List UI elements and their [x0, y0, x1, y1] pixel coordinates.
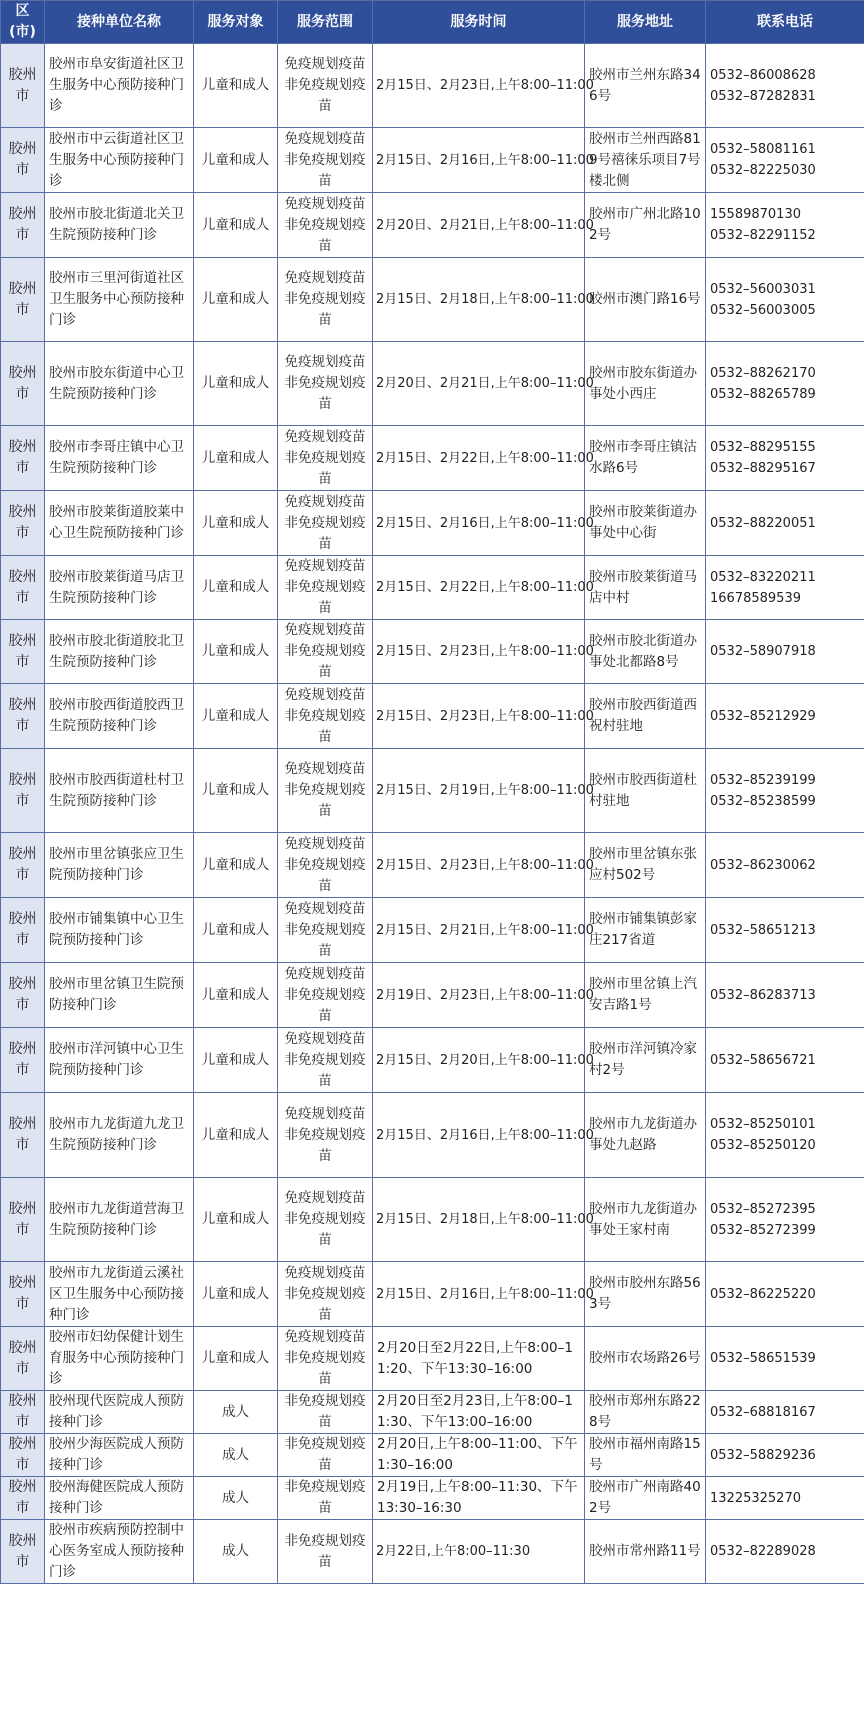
table-row — [1, 193, 864, 258]
scope-cell: 免疫规划疫苗 非免疫规划疫苗 — [278, 556, 373, 620]
scope-cell: 非免疫规划疫苗 — [278, 1391, 373, 1434]
time-cell: 2月20日,上午8:00–11:00、下午1:30–16:00 — [373, 1434, 585, 1477]
unit-name-cell: 胶州市里岔镇张应卫生院预防接种门诊 — [45, 833, 194, 898]
time-cell: 2月15日、2月23日,上午8:00–11:00 — [373, 44, 585, 128]
address-cell: 胶州市九龙街道办事处王家村南 — [585, 1178, 706, 1262]
scope-cell: 免疫规划疫苗 非免疫规划疫苗 — [278, 749, 373, 833]
target-cell: 儿童和成人 — [194, 491, 278, 556]
phone-cell: 0532–85212929 — [706, 684, 864, 749]
table-row — [1, 1028, 864, 1093]
table-row — [1, 898, 864, 963]
time-cell: 2月15日、2月22日,上午8:00–11:00 — [373, 426, 585, 491]
phone-cell: 0532–88295155 0532–88295167 — [706, 426, 864, 491]
scope-cell: 免疫规划疫苗 非免疫规划疫苗 — [278, 128, 373, 193]
unit-name-cell: 胶州市胶西街道杜村卫生院预防接种门诊 — [45, 749, 194, 833]
district-cell: 胶州市 — [1, 1262, 45, 1327]
target-cell: 儿童和成人 — [194, 1093, 278, 1178]
time-cell: 2月20日至2月22日,上午8:00–11:20、下午13:30–16:00 — [373, 1327, 585, 1391]
header-phone: 联系电话 — [706, 1, 864, 44]
target-cell: 儿童和成人 — [194, 556, 278, 620]
address-cell: 胶州市里岔镇上汽安吉路1号 — [585, 963, 706, 1028]
time-cell: 2月15日、2月21日,上午8:00–11:00 — [373, 898, 585, 963]
table-row — [1, 749, 864, 833]
phone-cell: 0532–86230062 — [706, 833, 864, 898]
table-row — [1, 1178, 864, 1262]
unit-name-cell: 胶州市三里河街道社区卫生服务中心预防接种门诊 — [45, 258, 194, 342]
phone-cell: 13225325270 — [706, 1477, 864, 1520]
unit-name-cell: 胶州市铺集镇中心卫生院预防接种门诊 — [45, 898, 194, 963]
scope-cell: 非免疫规划疫苗 — [278, 1520, 373, 1584]
district-cell: 胶州市 — [1, 258, 45, 342]
phone-cell: 0532–58907918 — [706, 620, 864, 684]
unit-name-cell: 胶州市胶莱街道胶莱中心卫生院预防接种门诊 — [45, 491, 194, 556]
district-cell: 胶州市 — [1, 1093, 45, 1178]
table-row — [1, 1520, 864, 1584]
table-row — [1, 620, 864, 684]
address-cell: 胶州市常州路11号 — [585, 1520, 706, 1584]
scope-cell: 免疫规划疫苗 非免疫规划疫苗 — [278, 44, 373, 128]
scope-cell: 免疫规划疫苗 非免疫规划疫苗 — [278, 258, 373, 342]
header-scope: 服务范围 — [278, 1, 373, 44]
table-row — [1, 963, 864, 1028]
address-cell: 胶州市农场路26号 — [585, 1327, 706, 1391]
address-cell: 胶州市洋河镇冷家村2号 — [585, 1028, 706, 1093]
address-cell: 胶州市澳门路16号 — [585, 258, 706, 342]
target-cell: 儿童和成人 — [194, 749, 278, 833]
district-cell: 胶州市 — [1, 1327, 45, 1391]
phone-cell: 0532–85239199 0532–85238599 — [706, 749, 864, 833]
table-row — [1, 1327, 864, 1391]
unit-name-cell: 胶州市洋河镇中心卫生院预防接种门诊 — [45, 1028, 194, 1093]
scope-cell: 免疫规划疫苗 非免疫规划疫苗 — [278, 193, 373, 258]
district-cell: 胶州市 — [1, 1520, 45, 1584]
phone-cell: 0532–88220051 — [706, 491, 864, 556]
header-district: 区(市) — [1, 1, 45, 44]
target-cell: 成人 — [194, 1434, 278, 1477]
table-row — [1, 684, 864, 749]
table-row — [1, 833, 864, 898]
header-time: 服务时间 — [373, 1, 585, 44]
district-cell: 胶州市 — [1, 898, 45, 963]
district-cell: 胶州市 — [1, 1028, 45, 1093]
address-cell: 胶州市铺集镇彭家庄217省道 — [585, 898, 706, 963]
time-cell: 2月15日、2月23日,上午8:00–11:00 — [373, 833, 585, 898]
table-row — [1, 1434, 864, 1477]
table-row — [1, 426, 864, 491]
scope-cell: 免疫规划疫苗 非免疫规划疫苗 — [278, 833, 373, 898]
scope-cell: 免疫规划疫苗 非免疫规划疫苗 — [278, 963, 373, 1028]
scope-cell: 免疫规划疫苗 非免疫规划疫苗 — [278, 898, 373, 963]
target-cell: 儿童和成人 — [194, 963, 278, 1028]
phone-cell: 0532–58081161 0532–82225030 — [706, 128, 864, 193]
time-cell: 2月15日、2月18日,上午8:00–11:00 — [373, 1178, 585, 1262]
unit-name-cell: 胶州海健医院成人预防接种门诊 — [45, 1477, 194, 1520]
time-cell: 2月15日、2月20日,上午8:00–11:00 — [373, 1028, 585, 1093]
phone-cell: 0532–88262170 0532–88265789 — [706, 342, 864, 426]
district-cell: 胶州市 — [1, 1391, 45, 1434]
district-cell: 胶州市 — [1, 342, 45, 426]
address-cell: 胶州市胶州东路563号 — [585, 1262, 706, 1327]
target-cell: 成人 — [194, 1391, 278, 1434]
target-cell: 成人 — [194, 1477, 278, 1520]
phone-cell: 0532–82289028 — [706, 1520, 864, 1584]
address-cell: 胶州市里岔镇东张应村502号 — [585, 833, 706, 898]
target-cell: 儿童和成人 — [194, 426, 278, 491]
target-cell: 儿童和成人 — [194, 258, 278, 342]
scope-cell: 免疫规划疫苗 非免疫规划疫苗 — [278, 1093, 373, 1178]
address-cell: 胶州市九龙街道办事处九赵路 — [585, 1093, 706, 1178]
phone-cell: 0532–85272395 0532–85272399 — [706, 1178, 864, 1262]
target-cell: 儿童和成人 — [194, 193, 278, 258]
unit-name-cell: 胶州市胶莱街道马店卫生院预防接种门诊 — [45, 556, 194, 620]
scope-cell: 免疫规划疫苗 非免疫规划疫苗 — [278, 684, 373, 749]
phone-cell: 0532–68818167 — [706, 1391, 864, 1434]
table-row — [1, 128, 864, 193]
target-cell: 儿童和成人 — [194, 833, 278, 898]
scope-cell: 免疫规划疫苗 非免疫规划疫苗 — [278, 1028, 373, 1093]
address-cell: 胶州市郑州东路228号 — [585, 1391, 706, 1434]
address-cell: 胶州市胶西街道杜村驻地 — [585, 749, 706, 833]
unit-name-cell: 胶州市阜安街道社区卫生服务中心预防接种门诊 — [45, 44, 194, 128]
address-cell: 胶州市胶北街道办事处北都路8号 — [585, 620, 706, 684]
table-row — [1, 491, 864, 556]
district-cell: 胶州市 — [1, 556, 45, 620]
target-cell: 儿童和成人 — [194, 898, 278, 963]
address-cell: 胶州市胶莱街道马店中村 — [585, 556, 706, 620]
district-cell: 胶州市 — [1, 491, 45, 556]
header-address: 服务地址 — [585, 1, 706, 44]
table-body — [1, 44, 864, 1584]
time-cell: 2月15日、2月16日,上午8:00–11:00 — [373, 491, 585, 556]
target-cell: 儿童和成人 — [194, 128, 278, 193]
header-target: 服务对象 — [194, 1, 278, 44]
phone-cell: 0532–58829236 — [706, 1434, 864, 1477]
target-cell: 成人 — [194, 1520, 278, 1584]
table-row — [1, 258, 864, 342]
target-cell: 儿童和成人 — [194, 620, 278, 684]
table-header-row — [1, 1, 864, 44]
table-row — [1, 1477, 864, 1520]
phone-cell: 0532–85250101 0532–85250120 — [706, 1093, 864, 1178]
time-cell: 2月20日、2月21日,上午8:00–11:00 — [373, 193, 585, 258]
time-cell: 2月22日,上午8:00–11:30 — [373, 1520, 585, 1584]
scope-cell: 免疫规划疫苗 非免疫规划疫苗 — [278, 620, 373, 684]
phone-cell: 15589870130 0532–82291152 — [706, 193, 864, 258]
table-row — [1, 1262, 864, 1327]
table-row — [1, 44, 864, 128]
phone-cell: 0532–58651213 — [706, 898, 864, 963]
time-cell: 2月15日、2月19日,上午8:00–11:00 — [373, 749, 585, 833]
phone-cell: 0532–56003031 0532–56003005 — [706, 258, 864, 342]
district-cell: 胶州市 — [1, 833, 45, 898]
scope-cell: 免疫规划疫苗 非免疫规划疫苗 — [278, 1327, 373, 1391]
address-cell: 胶州市福州南路15号 — [585, 1434, 706, 1477]
district-cell: 胶州市 — [1, 620, 45, 684]
time-cell: 2月15日、2月16日,上午8:00–11:00 — [373, 1262, 585, 1327]
unit-name-cell: 胶州市胶东街道中心卫生院预防接种门诊 — [45, 342, 194, 426]
district-cell: 胶州市 — [1, 684, 45, 749]
time-cell: 2月15日、2月23日,上午8:00–11:00 — [373, 620, 585, 684]
district-cell: 胶州市 — [1, 128, 45, 193]
target-cell: 儿童和成人 — [194, 684, 278, 749]
address-cell: 胶州市兰州西路819号禧徕乐项目7号楼北侧 — [585, 128, 706, 193]
scope-cell: 免疫规划疫苗 非免疫规划疫苗 — [278, 426, 373, 491]
district-cell: 胶州市 — [1, 44, 45, 128]
time-cell: 2月19日、2月23日,上午8:00–11:00 — [373, 963, 585, 1028]
district-cell: 胶州市 — [1, 749, 45, 833]
district-cell: 胶州市 — [1, 1434, 45, 1477]
time-cell: 2月15日、2月16日,上午8:00–11:00 — [373, 128, 585, 193]
phone-cell: 0532–58656721 — [706, 1028, 864, 1093]
phone-cell: 0532–86225220 — [706, 1262, 864, 1327]
time-cell: 2月19日,上午8:00–11:30、下午13:30–16:30 — [373, 1477, 585, 1520]
target-cell: 儿童和成人 — [194, 1028, 278, 1093]
target-cell: 儿童和成人 — [194, 44, 278, 128]
time-cell: 2月20日至2月23日,上午8:00–11:30、下午13:00–16:00 — [373, 1391, 585, 1434]
phone-cell: 0532–58651539 — [706, 1327, 864, 1391]
unit-name-cell: 胶州少海医院成人预防接种门诊 — [45, 1434, 194, 1477]
address-cell: 胶州市广州南路402号 — [585, 1477, 706, 1520]
target-cell: 儿童和成人 — [194, 1178, 278, 1262]
header-unit-name: 接种单位名称 — [45, 1, 194, 44]
address-cell: 胶州市广州北路102号 — [585, 193, 706, 258]
scope-cell: 免疫规划疫苗 非免疫规划疫苗 — [278, 1262, 373, 1327]
scope-cell: 免疫规划疫苗 非免疫规划疫苗 — [278, 1178, 373, 1262]
address-cell: 胶州市李哥庄镇沽水路6号 — [585, 426, 706, 491]
time-cell: 2月20日、2月21日,上午8:00–11:00 — [373, 342, 585, 426]
scope-cell: 免疫规划疫苗 非免疫规划疫苗 — [278, 491, 373, 556]
address-cell: 胶州市胶东街道办事处小西庄 — [585, 342, 706, 426]
target-cell: 儿童和成人 — [194, 1327, 278, 1391]
unit-name-cell: 胶州市胶北街道胶北卫生院预防接种门诊 — [45, 620, 194, 684]
phone-cell: 0532–86283713 — [706, 963, 864, 1028]
table-row — [1, 556, 864, 620]
unit-name-cell: 胶州市中云街道社区卫生服务中心预防接种门诊 — [45, 128, 194, 193]
table-row — [1, 1391, 864, 1434]
target-cell: 儿童和成人 — [194, 1262, 278, 1327]
unit-name-cell: 胶州市疾病预防控制中心医务室成人预防接种门诊 — [45, 1520, 194, 1584]
district-cell: 胶州市 — [1, 193, 45, 258]
unit-name-cell: 胶州市里岔镇卫生院预防接种门诊 — [45, 963, 194, 1028]
district-cell: 胶州市 — [1, 1178, 45, 1262]
table-row — [1, 1093, 864, 1178]
unit-name-cell: 胶州市九龙街道云溪社区卫生服务中心预防接种门诊 — [45, 1262, 194, 1327]
target-cell: 儿童和成人 — [194, 342, 278, 426]
unit-name-cell: 胶州市九龙街道九龙卫生院预防接种门诊 — [45, 1093, 194, 1178]
address-cell: 胶州市兰州东路346号 — [585, 44, 706, 128]
phone-cell: 0532–86008628 0532–87282831 — [706, 44, 864, 128]
time-cell: 2月15日、2月22日,上午8:00–11:00 — [373, 556, 585, 620]
address-cell: 胶州市胶西街道西祝村驻地 — [585, 684, 706, 749]
unit-name-cell: 胶州市妇幼保健计划生育服务中心预防接种门诊 — [45, 1327, 194, 1391]
district-cell: 胶州市 — [1, 1477, 45, 1520]
district-cell: 胶州市 — [1, 963, 45, 1028]
time-cell: 2月15日、2月18日,上午8:00–11:00 — [373, 258, 585, 342]
scope-cell: 非免疫规划疫苗 — [278, 1477, 373, 1520]
unit-name-cell: 胶州市九龙街道营海卫生院预防接种门诊 — [45, 1178, 194, 1262]
unit-name-cell: 胶州现代医院成人预防接种门诊 — [45, 1391, 194, 1434]
unit-name-cell: 胶州市胶西街道胶西卫生院预防接种门诊 — [45, 684, 194, 749]
table-row — [1, 342, 864, 426]
time-cell: 2月15日、2月23日,上午8:00–11:00 — [373, 684, 585, 749]
scope-cell: 免疫规划疫苗 非免疫规划疫苗 — [278, 342, 373, 426]
unit-name-cell: 胶州市李哥庄镇中心卫生院预防接种门诊 — [45, 426, 194, 491]
phone-cell: 0532–83220211 16678589539 — [706, 556, 864, 620]
address-cell: 胶州市胶莱街道办事处中心街 — [585, 491, 706, 556]
scope-cell: 非免疫规划疫苗 — [278, 1434, 373, 1477]
unit-name-cell: 胶州市胶北街道北关卫生院预防接种门诊 — [45, 193, 194, 258]
time-cell: 2月15日、2月16日,上午8:00–11:00 — [373, 1093, 585, 1178]
district-cell: 胶州市 — [1, 426, 45, 491]
